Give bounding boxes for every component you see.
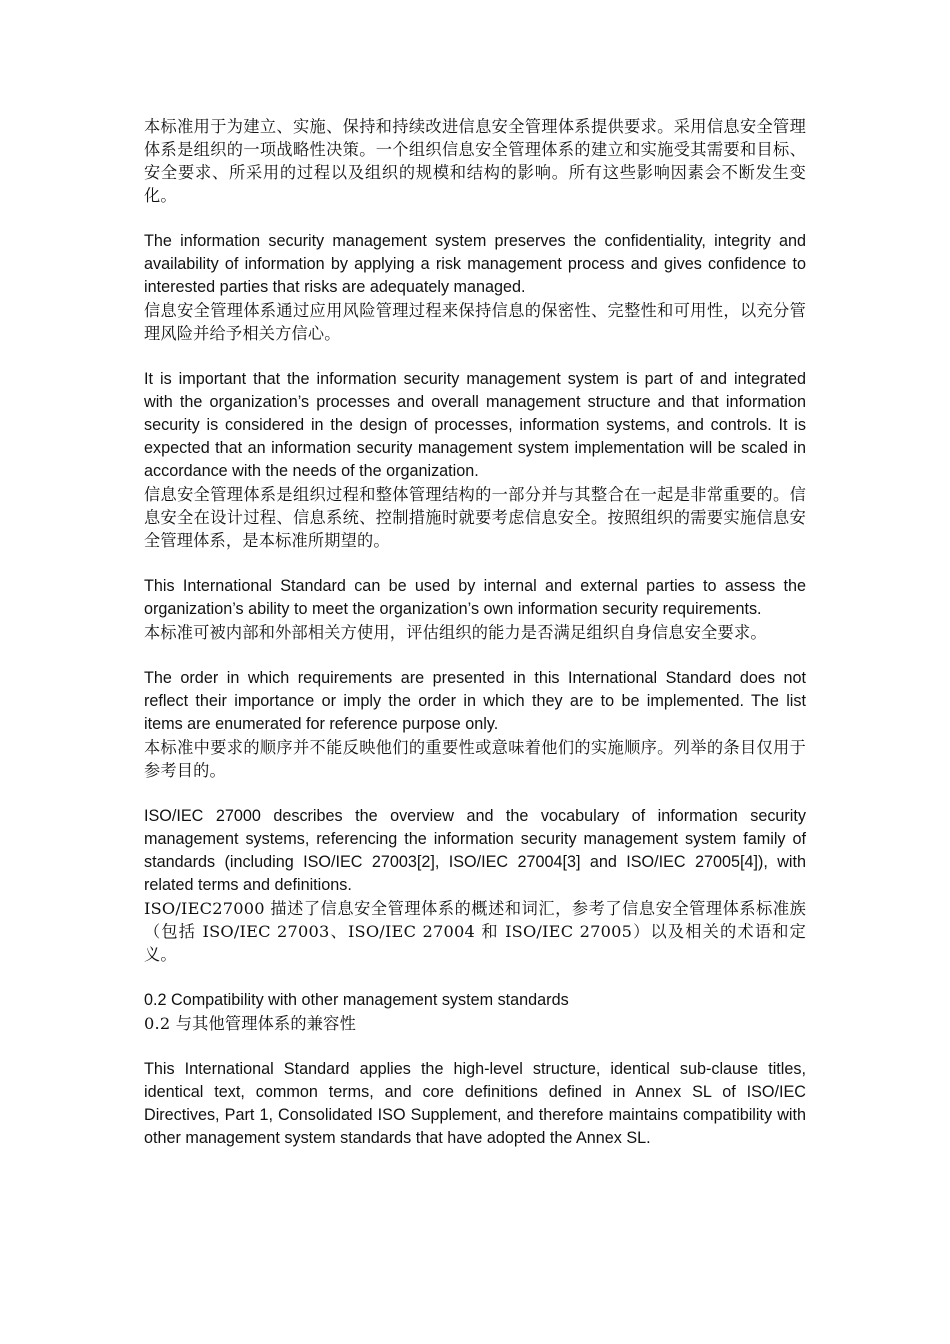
paragraph-isms-en: The information security management system preserves the confidentiality, integrity and availability of information by applying a risk management process and gives confidence to interested parties that risks are adequately managed. (144, 232, 806, 296)
paragraph-order-en: The order in which requirements are presented in this International Standard does not reflect their importance or imply the order in which they are to be implemented. The list items are enumerated for reference purpose only. (144, 669, 806, 733)
document-body (144, 115, 806, 1150)
paragraph-gap (144, 552, 806, 575)
paragraph-vocabulary-en: ISO/IEC 27000 describes the overview and the vocabulary of information security management systems, referencing the information security management system family of standards (including ISO/IEC 27003[2], ISO/IEC 27004[3] and ISO/IEC 27005[4]), with related terms and definitions. (144, 807, 806, 894)
paragraph-gap (144, 644, 806, 667)
section-heading-0-2-en: 0.2 Compatibility with other management system standards (144, 991, 569, 1009)
paragraph-gap (144, 966, 806, 989)
paragraph-order-zh: 本标准中要求的顺序并不能反映他们的重要性或意味着他们的实施顺序。列举的条目仅用于参考目的。 (144, 738, 806, 780)
section-heading-0-2-zh: 0.2 与其他管理体系的兼容性 (144, 1014, 356, 1033)
paragraph-vocabulary-zh: ISO/IEC27000 描述了信息安全管理体系的概述和词汇，参考了信息安全管理体系标准族（包括 ISO/IEC 27003、ISO/IEC 27004 和 ISO/IEC 27005）以及相关的术语和定义。 (144, 899, 806, 964)
paragraph-gap (144, 207, 806, 230)
paragraph-isms-zh: 信息安全管理体系通过应用风险管理过程来保持信息的保密性、完整性和可用性，以充分管理风险并给予相关方信心。 (144, 301, 806, 343)
paragraph-integration-zh: 信息安全管理体系是组织过程和整体管理结构的一部分并与其整合在一起是非常重要的。信息安全在设计过程、信息系统、控制措施时就要考虑信息安全。按照组织的需要实施信息安全管理体系，是本标准所期望的。 (144, 485, 806, 550)
paragraph-assessment-en: This International Standard can be used by internal and external parties to assess the organization’s ability to meet the organization’s own information security requirements. (144, 577, 806, 618)
paragraph-compatibility-en: This International Standard applies the high-level structure, identical sub-clause titles, identical text, common terms, and core definitions defined in Annex SL of ISO/IEC Directives, Part 1, Consolidated ISO Supplement, and therefore maintains compatibility with other management system standards that have adopted the Annex SL. (144, 1060, 806, 1147)
paragraph-integration-en: It is important that the information security management system is part of and integrated with the organization’s processes and overall management structure and that information security is considered in the design of processes, information systems, and controls. It is expected that an information security management system implementation will be scaled in accordance with the needs of the organization. (144, 370, 806, 480)
paragraph-scope-zh: 本标准用于为建立、实施、保持和持续改进信息安全管理体系提供要求。采用信息安全管理体系是组织的一项战略性决策。一个组织信息安全管理体系的建立和实施受其需要和目标、安全要求、所采用的过程以及组织的规模和结构的影响。所有这些影响因素会不断发生变化。 (144, 117, 806, 205)
paragraph-gap (144, 345, 806, 368)
paragraph-gap (144, 782, 806, 805)
paragraph-gap (144, 1035, 806, 1058)
paragraph-assessment-zh: 本标准可被内部和外部相关方使用，评估组织的能力是否满足组织自身信息安全要求。 (144, 623, 767, 642)
